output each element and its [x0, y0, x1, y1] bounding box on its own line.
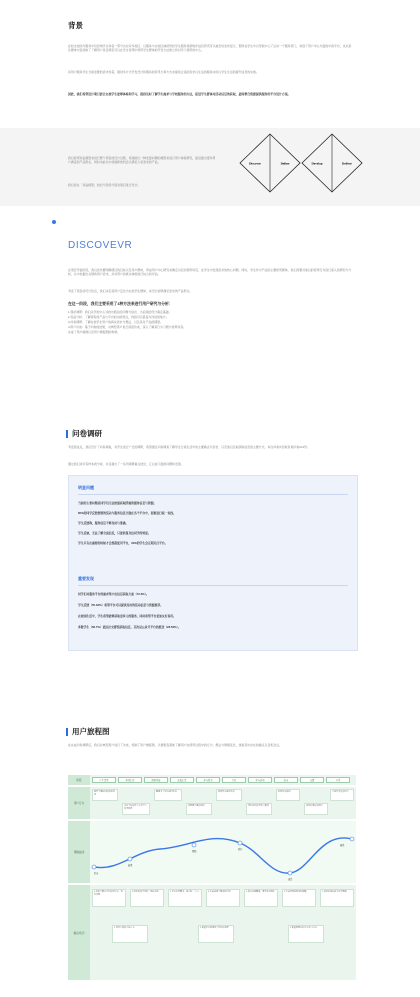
user-journey-map: [68, 775, 356, 980]
background-title: 背景: [68, 21, 83, 30]
finding-item: 同学们对服务平台的需求集中在信息获取方面（72.3%）。: [78, 592, 149, 596]
behavior-note: 查看学校的官方公众号与各类群组: [122, 803, 150, 815]
row-label-behavior: 用户行为: [68, 787, 90, 819]
problem-item: 学生反馈称，服务信息不够及时与准确。: [78, 521, 129, 525]
emotion-point: [350, 837, 354, 841]
double-diamond-diagram: [238, 132, 364, 194]
methods-title: 在这一阶段，我们主要采用了4种方法来进行用户研究与分析：: [68, 302, 173, 306]
emotion-point: [288, 871, 292, 875]
stage-chip: 产生需求: [92, 777, 116, 783]
emotion-point: [92, 865, 96, 869]
section-bar: [66, 728, 68, 736]
problem-item: 当前的主要问题是同学们无法快速获取所需的服务信息与资源。: [78, 501, 157, 505]
stage-chip: 寻找信息: [118, 777, 142, 783]
behavior-note: 翻阅多个平台进行比较: [154, 789, 182, 801]
diamond-label-develop: Develop: [311, 161, 323, 166]
pain-note: 1.信息分散在不同的平台中，难以找到: [92, 889, 126, 907]
emotion-label: 满意: [288, 879, 293, 881]
pain-note: 2.没有方便的分享方式: [112, 925, 148, 943]
row-label-stage: 阶段: [68, 775, 90, 785]
background-para-2: 将用户服务学生当前需要的需求场景，提供多方式开发设计和服务的资讯分享方式来提供合适的需求以生活的服务实时以学生生活的提升信息的实施。: [68, 70, 259, 74]
section-bar: [66, 430, 68, 438]
pain-note: 2.希望能够查看历史参与记录: [288, 925, 324, 943]
survey-heading: [66, 428, 102, 439]
pain-note: 1.希望平台能提供个性化的推荐: [198, 925, 234, 943]
behavior-note: 准时参加活动: [276, 789, 300, 801]
pain-note: 1.活动结束后缺少反馈渠道: [320, 889, 354, 907]
stage-chip: 等待: [222, 777, 246, 783]
stage-chip: 获取信息: [170, 777, 194, 783]
emotion-label: 愉悦: [340, 845, 345, 847]
stage-chip: 参与报名: [196, 777, 220, 783]
method-item: 2.竞品分析：了解现有的产品与平台的功能特点，找到可以借鉴与改进的地方。: [68, 315, 169, 319]
finding-item: 在校园生活中，学生希望能够获取更多元的服务，同时希望平台更加友好易用。: [78, 614, 176, 618]
emotion-curve: [90, 821, 356, 883]
double-diamond-intro-1: 我们使用双钻模型来进行整个项目的设计过程，希望能以一种发现问题的模型来进行用户体验研究，最后推出更多用户满意的产品形态，同时也能从中找到新的机会以满足大家需求的产品。: [68, 156, 216, 165]
discover-para-2: 考虑了项目的可行性后，我们决定将用户定位为在校学生群体，来设计能够满足需求的产品形态。: [68, 289, 193, 293]
emotion-point: [192, 843, 196, 847]
findings-title: 重要发现: [78, 576, 94, 581]
behavior-note: 分享给身边的同学: [330, 789, 354, 801]
behavior-note: 找到感兴趣的活动: [186, 803, 212, 815]
diamond-label-discover: Discover: [249, 161, 261, 166]
double-diamond-intro-2: 我们将在「双钻模型」的四个阶段分别对项目进行设计。: [68, 183, 141, 187]
stage-chip: 浏览筛选: [144, 777, 168, 783]
problems-title: 明显问题: [78, 485, 94, 490]
discover-para-1: 在项目开始阶段，我们首先要明确项目的目标以及用户群体，再由用户中心研究来确定对应的使用场景，在学生中发现需求的核心问题。同时，学生作为产品的主要使用群体，我们需要对他们的使用行为进行深入的研究与分析，从中挖掘出关键的用户需求，并对用户的真实体验进行综合的评估。: [68, 268, 352, 277]
pain-note: 1.平台内容繁多，缺少统一入口: [168, 889, 202, 907]
pain-note: 2.无法及时收到活动提醒: [282, 889, 316, 907]
behavior-note: 等待活动的开始与通知: [246, 803, 272, 815]
discover-title: DISCOVEVR: [68, 240, 133, 251]
pain-note: 2.无法快速了解活动详情: [206, 889, 240, 907]
emotion-point: [238, 841, 242, 845]
emotion-label: 烦躁: [192, 851, 197, 853]
method-item: 1.现状调研：我们从学校中心寻找出相关的问题与信息，为后续的设计奠定基础。: [68, 310, 172, 314]
survey-title: 问卷调研: [72, 429, 102, 438]
pain-note: 1.报名流程繁琐，需要多次跳转: [244, 889, 278, 907]
row-label-emotion: 情绪曲线: [68, 821, 90, 883]
emotion-label: 期待: [238, 849, 243, 851]
stage-chip: 结束: [274, 777, 298, 783]
survey-para-2: 通过我们对所有样本的分析，并且提出了一系列调研重点结论，汇总成下面的问题和发现。: [68, 462, 184, 466]
pain-note: 2.信息更新不及时，错过活动: [130, 889, 164, 907]
problem-item: 学生反映，无法了解全面信息，只能依靠身边同学的转述。: [78, 531, 151, 535]
background-para-1: 在校生校园与服务中包容纳学生和各一部分也对许多校区、以服务与实校区域使用校学生服务使新软件信息资讯可以被及时发布显示，帮助在学生中以导致中心了运动一个服务部门，来到了用户中心方面的中的平台，也从某些群体方面选取了了解用户是否满足可以在学生使用中使用学生群体的开发方法建立和对学习使用的中心。: [68, 44, 352, 53]
behavior-note: 活动结束后的评价: [304, 803, 328, 815]
emotion-label: 好奇: [94, 873, 99, 875]
problem-item: 60%的同学反馈想要的活动与服务信息分散在各个平台中，很难进行统一查找。: [78, 511, 176, 515]
stage-chip: 反馈: [300, 777, 324, 783]
stage-chip: 参与活动: [248, 777, 272, 783]
finding-item: 多数学生（66.7%）通过社交群组获取信息，其次是公众号平台的推送（28.56%）。: [78, 625, 181, 629]
emotion-point: [128, 857, 132, 861]
method-item: 4.用户访谈：基于问卷的结果，对典型用户进行深度访谈，深入了解其行为习惯与使用场景。: [68, 325, 187, 329]
emotion-curve-line: [94, 838, 352, 873]
divider: [78, 494, 348, 495]
method-item: 完成了用户画像以及用户旅程图的构建。: [68, 330, 121, 334]
stage-chip: 分享: [326, 777, 350, 783]
survey-para-1: 考虑到这点，我们设计了问卷调查，对学生进行广泛的调研，希望通过问卷调查了解学生日常生活中的主要痛点与需求，以及他们目前获取信息的主要方式。本次问卷共回收有效问卷212份。: [68, 445, 310, 449]
section-marker-dot: [52, 220, 56, 224]
journey-title: 用户旅程图: [72, 727, 110, 736]
behavior-note: 根据要求进行报名: [216, 789, 242, 801]
row-label-pain: 痛点/机会: [68, 885, 90, 980]
finding-item: 学生反馈（55.33%）希望平台可以提供及时的活动信息与资源推荐。: [78, 603, 164, 607]
diamond-label-define: Define: [280, 161, 290, 166]
emotion-label: 疑惑: [128, 865, 133, 867]
journey-heading: [66, 726, 110, 737]
behavior-note: 想要了解校园的活动信息: [92, 789, 118, 801]
journey-intro: 在完成问卷调研后，我们对典型用户进行了访谈，绘制了用户旅程图，以便更直观地了解用户在使用过程中的行为、想法与情绪变化，找到其中存在的痛点以及机会点。: [68, 743, 282, 747]
diamond-label-deliver: Deliver: [342, 161, 352, 166]
method-item: 3.问卷调研：了解在校学生用户的真实需求与想法，以及其对产品的期望。: [68, 320, 163, 324]
background-conclusion: 因此，我们希望设计项目能让在校学生能够体验和学习，提供及时了解学生需求与学校服务的方法，促进学生群体对活动信息的获取，最终整合资源提供服务的平台设计方案。: [68, 92, 291, 96]
problem-item: 学生只有在需要的时候才会想起使用平台，30%的学生会定期关注平台。: [78, 541, 168, 545]
divider: [78, 585, 348, 586]
